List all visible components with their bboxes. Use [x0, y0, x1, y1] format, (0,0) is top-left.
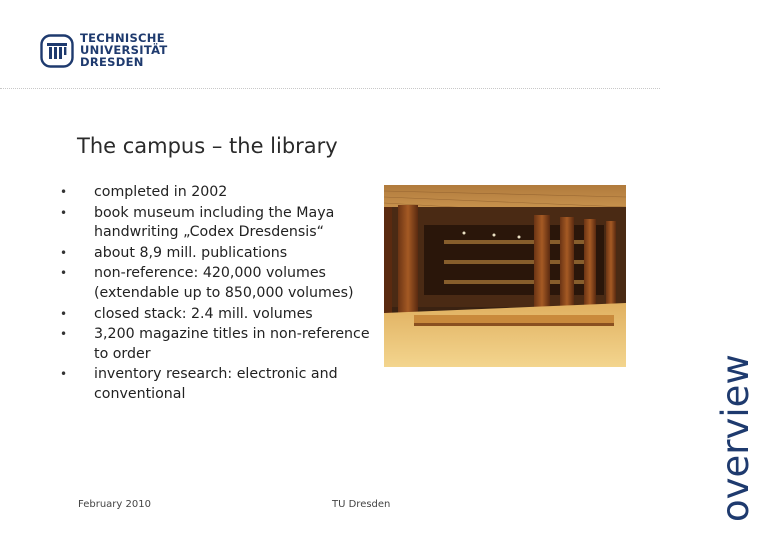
library-photo-drawing: [384, 185, 626, 367]
bullet-item: • completed in 2002: [60, 183, 378, 203]
tu-dresden-logo: [40, 32, 170, 70]
logo-line-2: UNIVERSITÄT: [80, 43, 168, 58]
tu-dresden-emblem-icon: [40, 34, 74, 68]
bullet-item: • 3,200 magazine titles in non-reference to order: [60, 325, 378, 364]
bullet-item: • non-reference: 420,000 volumes (extendable up to 850,000 volumes): [60, 264, 378, 303]
logo-line-1: TECHNISCHE: [80, 31, 165, 45]
logo-line-3: DRESDEN: [80, 55, 144, 70]
footer-date: February 2010: [78, 499, 151, 510]
logo-wordmark: [80, 32, 168, 69]
bullet-list: [60, 183, 378, 406]
bullet-item: • inventory research: electronic and conventional: [60, 365, 378, 404]
side-label-text: overview: [714, 354, 757, 522]
header-divider: [0, 88, 660, 89]
library-interior-photo: [384, 185, 626, 367]
bullet-item: • about 8,9 mill. publications: [60, 244, 378, 264]
section-side-label: [676, 312, 757, 522]
slide-title: The campus – the library: [77, 134, 338, 158]
footer-organization: TU Dresden: [332, 499, 391, 510]
bullet-item: • book museum including the Maya handwriting „Codex Dresdensis“: [60, 204, 378, 243]
bullet-item: • closed stack: 2.4 mill. volumes: [60, 305, 378, 325]
